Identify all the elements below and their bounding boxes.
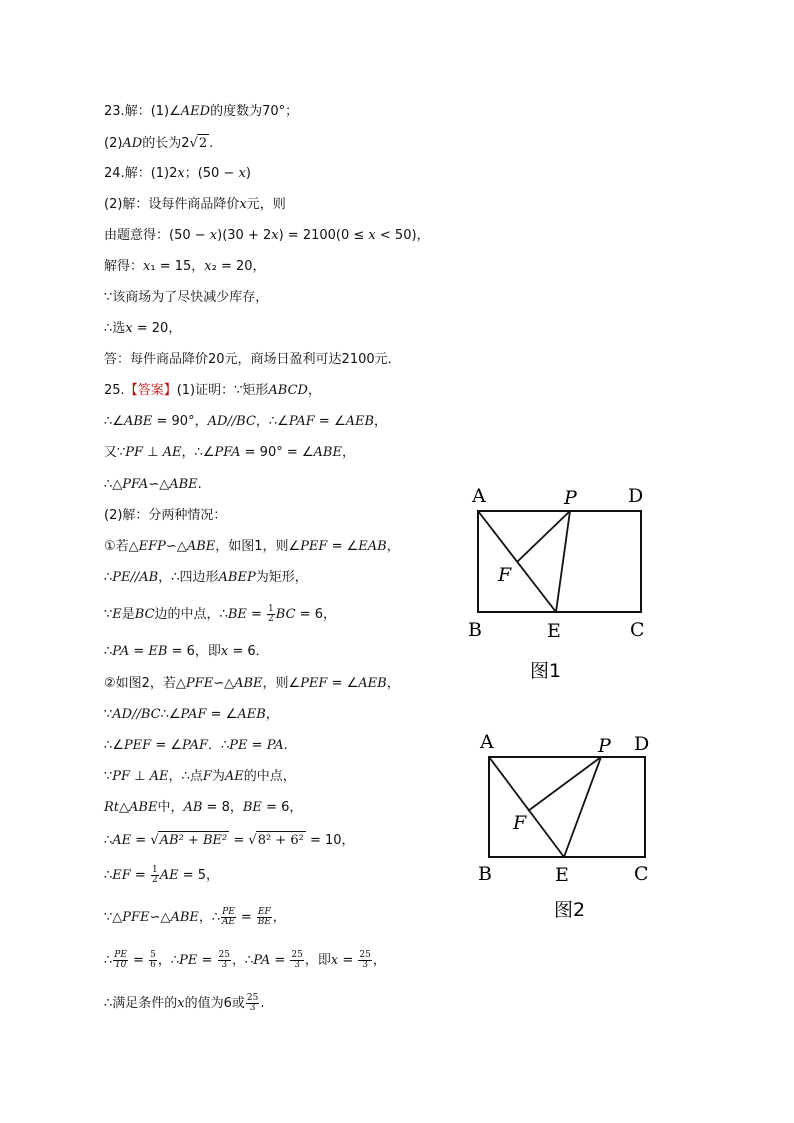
line-25-11: ∵AD//BC∴∠PAF = ∠AEB， <box>104 707 279 722</box>
label-c: C <box>634 863 649 885</box>
fraction: $\frac{EF}{BE}$ <box>257 907 271 927</box>
line-25-5: (2)解：分两种情况： <box>104 508 227 523</box>
segment-pf <box>517 511 570 562</box>
segment-pf <box>528 757 601 811</box>
line-25-18: ∴ $\frac{PE}{10}$ = $\frac{5}{6}$ ，∴PE = $\frac{25}{3}$ ，∴PA = $\frac{25}{3}$ ，即x = $\frac{25}{3}$ ， <box>104 950 386 970</box>
line-25-15: ∴AE = √AB² + BE² = √8² + 6² = 10， <box>104 833 355 848</box>
label-p: P <box>564 487 577 509</box>
figure-1 <box>460 480 660 690</box>
line-24-5: ∵该商场为了尽快减少库存， <box>104 290 269 305</box>
line-25-3: 又∵PF ⊥ AE，∴∠PFA = 90° = ∠ABE， <box>104 445 355 460</box>
label-b: B <box>468 619 482 641</box>
label-p: P <box>598 735 611 757</box>
line-25-7: ∴PE//AB，∴四边形ABEP为矩形， <box>104 570 308 585</box>
figure-2 <box>470 728 670 928</box>
segment-ae <box>489 757 564 857</box>
line-25-1: 25.【答案】(1)证明：∵矩形ABCD， <box>104 383 321 398</box>
line-24-3: 由题意得：(50 − x)(30 + 2x) = 2100(0 ≤ x < 50)， <box>104 228 430 243</box>
fraction: $\frac{PE}{10}$ <box>114 950 127 970</box>
line-25-16: ∴EF = $\frac{1}{2}$ AE = 5， <box>104 865 220 885</box>
line-24-4: 解得：x₁ = 15，x₂ = 20， <box>104 259 266 274</box>
line-25-6: ①若△EFP∽△ABE，如图1，则∠PEF = ∠EAB， <box>104 539 400 554</box>
label-e: E <box>547 620 561 642</box>
line-23-2: (2)AD的长为2√2 . <box>104 136 214 151</box>
line-25-12: ∴∠PEF = ∠PAF．∴PE = PA. <box>104 738 288 753</box>
fraction: $\frac{1}{2}$ <box>151 865 158 885</box>
label-b: B <box>478 863 492 885</box>
segment-pe <box>564 757 601 857</box>
line-25-14: Rt△ABE中，AB = 8，BE = 6， <box>104 800 303 815</box>
label-f: F <box>513 812 527 834</box>
figure-1-caption: 图1 <box>530 660 562 682</box>
line-25-19: ∴满足条件的x的值为6或 $\frac{25}{3}$ . <box>104 993 265 1013</box>
fraction: $\frac{25}{3}$ <box>218 950 230 970</box>
label-a: A <box>472 485 486 507</box>
line-25-2: ∴∠ABE = 90°，AD//BC，∴∠PAF = ∠AEB， <box>104 414 388 429</box>
fraction: $\frac{1}{2}$ <box>268 604 274 624</box>
line-24-1: 24.解：(1)2x；(50 − x) <box>104 166 251 181</box>
label-c: C <box>630 619 645 641</box>
fraction: $\frac{25}{3}$ <box>359 950 371 970</box>
figure-2-diagram <box>470 728 670 928</box>
figure-1-diagram <box>460 480 660 690</box>
label-f: F <box>498 564 512 586</box>
label-d: D <box>628 485 644 507</box>
line-24-2: (2)解：设每件商品降价x元，则 <box>104 197 286 212</box>
line-25-4: ∴△PFA∽△ABE. <box>104 477 202 492</box>
fraction: $\frac{PE}{AE}$ <box>221 907 236 927</box>
line-25-10: ②如图2，若△PFE∽△ABE，则∠PEF = ∠AEB， <box>104 676 400 691</box>
label-d: D <box>634 733 650 755</box>
rectangle-abcd <box>478 511 641 612</box>
line-25-13: ∵PF ⊥ AE，∴点F为AE的中点， <box>104 769 296 784</box>
figure-2-caption: 图2 <box>554 899 586 921</box>
fraction: $\frac{25}{3}$ <box>246 993 259 1013</box>
line-24-6: ∴选x = 20， <box>104 321 182 336</box>
fraction: $\frac{5}{6}$ <box>150 950 156 970</box>
line-25-8: ∵E是BC边的中点，∴BE = $\frac{1}{2}$ BC = 6， <box>104 604 336 624</box>
line-25-9: ∴PA = EB = 6，即x = 6． <box>104 644 269 659</box>
rectangle-abcd <box>489 757 645 857</box>
segment-pe <box>556 511 570 612</box>
line-24-7: 答：每件商品降价20元，商场日盈利可达2100元． <box>104 352 401 367</box>
line-25-17: ∵△PFE∽△ABE，∴ $\frac{PE}{AE}$ = $\frac{EF}{BE}$ ， <box>104 907 286 927</box>
line-23-1: 23.解：(1)∠AED的度数为70°； <box>104 104 299 119</box>
label-a: A <box>480 731 494 753</box>
fraction: $\frac{25}{3}$ <box>291 950 303 970</box>
label-e: E <box>555 864 569 886</box>
